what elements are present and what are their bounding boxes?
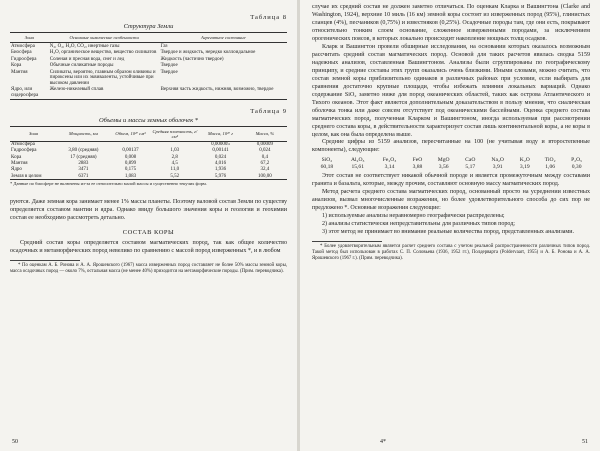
oxide-name: Na₂O <box>491 157 504 164</box>
table-cell: 0,899 <box>124 161 137 167</box>
table-cell: 0,4 <box>261 154 268 160</box>
oxide-name: Fe₂O₃ <box>382 157 397 164</box>
page-number: 50 <box>12 439 18 445</box>
table-row <box>10 173 287 180</box>
oxide-value: 3,14 <box>384 164 395 171</box>
objection-item: 2) анализы статистически непредставительны для различных типов пород; <box>322 220 515 227</box>
table-cell: Железо-никелевый сплав <box>49 87 160 99</box>
table-cell <box>57 141 110 148</box>
table-cell: Силикаты, вероятно, главным образом оливины и пироксены или их эквиваленты, устойчивые при высоком давлении <box>49 69 156 86</box>
table-cell: Атмосфера <box>11 43 35 49</box>
table-cell: Гидросфера <box>11 56 37 62</box>
table-cell: Твердое <box>160 63 178 69</box>
footnote: * По оценкам А. Б. Ронова и А. А. Ярошевского (1967) масса изверженных пород составляет не более 50% массы земной коры, масса осадочных пород — около 7%, остальная масса (не менее 40%) приходится на метаморфические породы. (Прим. переводчика). <box>10 262 287 274</box>
table9-header: Зона <box>10 126 57 141</box>
table9-label: Таблица 9 <box>250 107 287 115</box>
oxide-name: MgO <box>437 157 450 164</box>
section-title: СОСТАВ КОРЫ <box>122 228 175 236</box>
footnote-divider <box>312 241 382 242</box>
table8-header: Основные химические особенности <box>49 33 160 43</box>
table-cell: 32,4 <box>260 167 270 173</box>
table-row <box>10 141 287 148</box>
table-cell: Газ <box>160 43 168 49</box>
table8-label: Таблица 8 <box>250 14 287 21</box>
table-cell: Твердое и жидкость, нередко коллоидальное <box>160 50 256 56</box>
table-cell: 5,52 <box>151 173 198 180</box>
table9-title: Объемы и массы земных оболочек * <box>98 116 199 124</box>
table-cell: 5,976 <box>198 173 242 180</box>
table9-header: Масса, 10²⁷ г <box>198 126 242 141</box>
objection-item: 1) используемые анализы неравномерно географически распределены; <box>322 212 505 219</box>
table-cell: 1,083 <box>110 173 152 180</box>
body-paragraph: Кларк и Вашингтон провели обширные исследования, на основании которых оказалось возможным рассчитать средний состав магматических пород. Основой для таких расчетов явилась сводка 5159 надежных анализов, составленная Вашингтоном. Анализы были сгруппированы по географическому принципу, и средние составы этих групп оказались очень близкими. Иными словами, можно считать, что состав земной коры приблизительно одинаков в различных районах при условии, если выбирать для сравнения достаточно крупные площади, чтобы избежать влияния локальных вариаций. Однако содержание SiO₂ заметно ниже для пород океанических областей, таких как острова Атлантического и Тихого океанов. Этот факт является дополнительным доказательством в пользу мнения, что сиалическая оболочка тонка или даже совсем отсутствует под океаническими бассейнами. Оценка среднего состава магматических пород, полученная Кларком и Вашингтоном, иногда используемая при рассмотрении среднего состава коры, в действительности характеризует состав лишь континентальной коры, а не коры в целом, как она была определена выше. <box>312 43 590 138</box>
oxide-name: CaO <box>465 157 476 164</box>
table-cell: Ядро, или сидеросфера <box>10 87 49 99</box>
table-cell: 0,00009 <box>256 142 273 148</box>
table-cell: 0,008 <box>124 154 137 160</box>
table-cell: 4,5 <box>171 161 178 167</box>
table-cell: Гидросфера <box>11 148 37 154</box>
table-cell: 0,00137 <box>122 148 139 154</box>
table-cell: 3,80 (средняя) <box>68 148 99 154</box>
oxide-composition-table <box>312 157 590 170</box>
table-cell: 11,0 <box>170 167 180 173</box>
oxide-value: 3,19 <box>519 164 530 171</box>
oxide-value: 5,17 <box>465 164 476 171</box>
table-cell: Кора <box>11 63 22 69</box>
table-cell: 2,8 <box>171 154 178 160</box>
table8 <box>10 32 287 100</box>
oxide-value: 3,91 <box>492 164 503 171</box>
table-row <box>10 63 287 70</box>
table-cell <box>110 141 152 148</box>
table-row <box>10 56 287 63</box>
table-cell: Ядро <box>11 167 22 173</box>
body-paragraph: случае их средний состав не должен заметно отличаться. По оценкам Кларка и Вашингтона (Clarke and Washington, 1924), верхние 10 миль (16 км) земной коры состоят из изверженных пород (95%), глинистых сланцев (4%), песчаников (0,75%) и известняков (0,25%). Осадочные породы там, где они есть, покрывают относительно тонким слоем основание, сложенное изверженными породами, за исключением орогенических поясов, в которых локально происходит накопление мощных толщ осадков. <box>312 4 590 42</box>
oxide-name: FeO <box>412 157 423 164</box>
oxide-value: 15,61 <box>351 164 365 171</box>
oxide-name: SiO₂ <box>321 157 333 164</box>
left-page <box>0 0 297 451</box>
oxide-name: P₂O₅ <box>571 157 583 164</box>
table-cell: Кора <box>11 154 22 160</box>
right-page <box>300 0 600 451</box>
table-cell: 1,936 <box>214 167 227 173</box>
table9-header: Мощность, км <box>57 126 110 141</box>
table-row <box>312 164 590 171</box>
table-cell: 0,024 <box>214 154 227 160</box>
oxide-value: 1,06 <box>545 164 556 171</box>
table9-header: Объем, 10²⁷ см³ <box>110 126 152 141</box>
table9-note: * Данные по биосфере не включены из-за ее относительно малой массы и существенно текучих форм. <box>10 181 207 187</box>
table9-header: Масса, % <box>243 126 287 141</box>
table-cell: 0,000005 <box>211 142 230 148</box>
table-cell: 6371 <box>57 173 110 180</box>
table-row <box>10 43 287 50</box>
table-row <box>10 87 287 99</box>
table-cell: H₂O, органическое вещество, вещество силикатов <box>49 50 157 56</box>
table-row <box>10 50 287 57</box>
table-cell: Земля в целом <box>10 173 57 180</box>
table-cell: Обычные силикатные породы <box>49 63 114 69</box>
oxide-name: K₂O <box>519 157 530 164</box>
oxide-value: 60,18 <box>320 164 334 171</box>
body-paragraph: Средний состав коры определяется составом магматических пород, так как общее количество осадочных и метаморфических пород невелико по сравнению с массой пород изверженных *, и в любом <box>10 239 287 254</box>
table-cell: Верхняя часть жидкость, нижняя, возможно, твердое <box>160 87 287 99</box>
body-paragraph: Метод расчета среднего состава магматических пород, основанный просто на усреднении известных анализов, вызвал многочисленные возражения, но более удовлетворительного способа до сих пор не предложено *. Основные возражения следующие: <box>312 188 590 211</box>
signature-mark: 4* <box>380 439 386 445</box>
table-cell: Твердое <box>160 69 178 75</box>
table-cell: 4,016 <box>214 161 227 167</box>
footnote-divider <box>10 260 80 261</box>
oxide-name: Al₂O₃ <box>350 157 365 164</box>
table-row <box>10 69 287 86</box>
table-cell: 17 (средняя) <box>70 154 97 160</box>
oxide-value: 3,56 <box>438 164 449 171</box>
table-cell: 1,03 <box>170 148 180 154</box>
table9 <box>10 126 287 181</box>
table8-header: Зона <box>10 33 49 43</box>
table8-header: Агрегатное состояние <box>160 33 287 43</box>
body-paragraph: Средние цифры из 5159 анализов, пересчитанные на 100 (не учитывая воду и второстепенные компоненты), следующие: <box>312 139 590 154</box>
table-cell: 0,024 <box>259 148 271 154</box>
oxide-value: 3,88 <box>412 164 423 171</box>
table-cell: 0,175 <box>124 167 137 173</box>
table-cell: Атмосфера <box>11 142 35 148</box>
table-cell: 67,2 <box>260 161 270 167</box>
table-cell: N₂, O₂, H₂O, CO₂, инертные газы <box>49 43 120 49</box>
table-cell: Соленая и пресная вода, снег и лед <box>49 56 125 62</box>
table-cell: 100,00 <box>243 173 287 180</box>
table-cell: Биосфера <box>11 50 32 56</box>
table8-title: Структура Земли <box>123 23 174 30</box>
table-row <box>312 157 590 164</box>
objection-item: 3) этот метод не принимает во внимание реальные количества пород, представленных анализами. <box>322 228 574 235</box>
oxide-name: TiO₂ <box>544 157 556 164</box>
body-paragraph: руются. Даже земная кора занимает менее 1% массы планеты. Поэтому валовой состав Земли по существу определяется составом мантии и ядра. Однако ввиду большого значения коры и геологии и геохимии состав ее необходимо рассмотреть детально. <box>10 198 287 221</box>
page-number: 51 <box>582 439 588 445</box>
table-cell: Жидкость (частично твердое) <box>160 56 224 62</box>
table-cell <box>151 141 198 148</box>
table-cell: Мантия <box>11 69 28 75</box>
body-paragraph: Этот состав не соответствует никакой обычной породе и является промежуточным между составами гранита и базальта, которые, между прочим, составляют основную массу магматических пород. <box>312 172 590 187</box>
footnote: * Более удовлетворительным является расчет среднего состава с учетом реальной распространенности различных типов пород. Такой метод был использован в работах С. П. Соловьева (1936, 1952 гг.), Полдерварта (Poldervaart, 1955) и А. Б. Ронова и А. А. Ярошевского (1967 г.). (Прим. переводчика). <box>312 243 590 261</box>
table-cell: 0,00141 <box>212 148 229 154</box>
table9-header: Средняя плотность, г/см³ <box>151 126 198 141</box>
table-cell: Мантия <box>11 161 28 167</box>
oxide-value: 0,30 <box>571 164 582 171</box>
table-cell: 2883 <box>78 161 89 167</box>
table-cell: 3471 <box>78 167 89 173</box>
